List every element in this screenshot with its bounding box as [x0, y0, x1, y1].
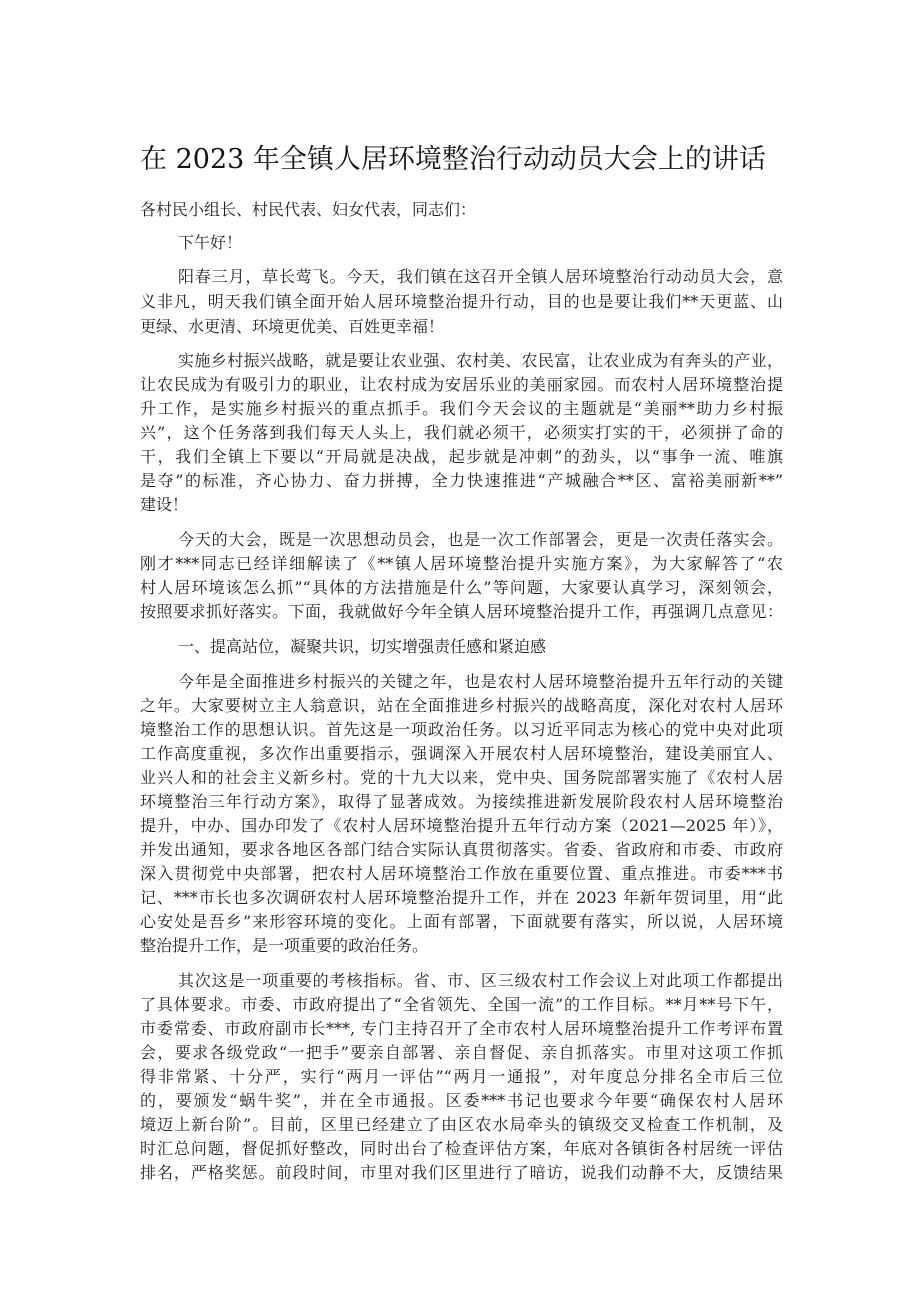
paragraph-line: 今年是全面推进乡村振兴的关键之年，也是农村人居环境整治提升五年行动的关键: [178, 672, 783, 691]
paragraph-4: [140, 670, 783, 958]
paragraph-line: 阳春三月，草长莺飞。今天，我们镇在这召开全镇人居环境整治行动动员大会，意: [178, 267, 783, 286]
paragraph-line: 时汇总问题，督促抓好整改，同时出台了检查评估方案，年底对各镇街各村居统一评估: [140, 1139, 783, 1158]
paragraph-1: [140, 264, 783, 339]
paragraph-line: 村人居环境该怎么抓”“具体的方法措施是什么”等问题，大家要认真学习，深刻领会，: [140, 578, 783, 597]
paragraph-line: 记、***市长也多次调研农村人居环境整治提升工作，并在 2023 年新年贺词里，用“此: [140, 888, 783, 907]
paragraph-line: 境整治工作的思想认识。首先这是一项政治任务。以习近平同志为核心的党中央对此项: [140, 720, 783, 739]
paragraph-line: 实施乡村振兴战略，就是要让农业强、农村美、农民富，让农业成为有奔头的产业，: [178, 351, 783, 370]
paragraph-line: 提升，中办、国办印发了《农村人居环境整治提升五年行动方案（2021—2025 年）》，: [140, 816, 783, 835]
section-heading: 一、提高站位，凝聚共识，切实增强责任感和紧迫感: [178, 637, 547, 656]
paragraph-line: 更绿、水更清、环境更优美、百姓更幸福！: [140, 317, 445, 336]
paragraph-line: 兴”，这个任务落到我们每天人头上，我们就必须干，必须实打实的干，必须拼了命的: [140, 423, 783, 442]
paragraph-line: 工作高度重视，多次作出重要指示，强调深入开展农村人居环境整治，建设美丽宜人、: [140, 744, 783, 763]
paragraph-line: 是夺”的标准，齐心协力、奋力拼搏，全力快速推进“产城融合**区、富裕美丽新**”: [140, 471, 783, 490]
paragraph-line: 之年。大家要树立主人翁意识，站在全面推进乡村振兴的战略高度，深化对农村人居环: [140, 696, 783, 715]
paragraph-line: 并发出通知，要求各地区各部门结合实际认真贯彻落实。省委、省政府和市委、市政府: [140, 840, 783, 859]
paragraph-line: 心安处是吾乡”来形容环境的变化。上面有部署，下面就要有落实，所以说，人居环境: [140, 912, 783, 931]
paragraph-line: 义非凡，明天我们镇全面开始人居环境整治提升行动，目的也是要让我们**天更蓝、山: [140, 292, 783, 311]
paragraph-line: 的，要颁发“蜗牛奖”，并在全市通报。区委***书记也要求今年要“确保农村人居环: [140, 1091, 783, 1110]
paragraph-line: 境迈上新台阶”。目前，区里已经建立了由区农水局牵头的镇级交叉检查工作机制，及: [140, 1115, 783, 1134]
paragraph-2: [140, 349, 783, 517]
paragraph-line: 其次这是一项重要的考核指标。省、市、区三级农村工作会议上对此项工作都提出: [178, 971, 783, 990]
paragraph-line: 刚才***同志已经详细解读了《**镇人居环境整治提升实施方案》，为大家解答了“农: [140, 554, 783, 573]
paragraph-line: 业兴人和的社会主义新乡村。党的十九大以来，党中央、国务院部署实施了《农村人居: [140, 768, 783, 787]
paragraph-line: 按照要求抓好落实。下面，我就做好今年全镇人居环境整治提升工作，再强调几点意见：: [140, 602, 783, 621]
page-title: 在 2023 年全镇人居环境整治行动动员大会上的讲话: [140, 144, 766, 175]
paragraph-line: 升工作，是实施乡村振兴的重点抓手。我们今天会议的主题就是“美丽**助力乡村振: [140, 399, 783, 418]
greeting: 下午好！: [178, 233, 243, 252]
paragraph-line: 排名，严格奖惩。前段时间，市里对我们区里进行了暗访，说我们动静不大，反馈结果: [140, 1163, 783, 1182]
paragraph-line: 建设！: [140, 495, 189, 514]
salutation: 各村民小组长、村民代表、妇女代表，同志们：: [140, 200, 477, 219]
paragraph-line: 了具体要求。市委、市政府提出了“全省领先、全国一流”的工作目标。**月**号下午，: [140, 995, 783, 1014]
paragraph-line: 深入贯彻党中央部署，把农村人居环境整治工作放在重要位置、重点推进。市委***书: [140, 864, 783, 883]
paragraph-line: 市委常委、市政府副市长***, 专门主持召开了全市农村人居环境整治提升工作考评布置: [140, 1019, 783, 1038]
paragraph-line: 环境整治三年行动方案》，取得了显著成效。为接续推进新发展阶段农村人居环境整治: [140, 792, 783, 811]
paragraph-3: [140, 528, 783, 624]
paragraph-line: 会，要求各级党政“一把手”要亲自部署、亲自督促、亲自抓落实。市里对这项工作抓: [140, 1043, 783, 1062]
paragraph-line: 让农民成为有吸引力的职业，让农村成为安居乐业的美丽家园。而农村人居环境整治提: [140, 375, 783, 394]
paragraph-5: [140, 969, 783, 1185]
paragraph-line: 得非常紧、十分严，实行“两月一评估”“两月一通报”，对年度总分排名全市后三位: [140, 1067, 783, 1086]
paragraph-line: 整治提升工作，是一项重要的政治任务。: [140, 936, 429, 955]
paragraph-line: 今天的大会，既是一次思想动员会，也是一次工作部署会，更是一次责任落实会。: [178, 530, 783, 549]
document-body: [140, 198, 783, 1196]
paragraph-line: 干，我们全镇上下要以“开局就是决战，起步就是冲刺”的劲头，以“事争一流、唯旗: [140, 447, 783, 466]
